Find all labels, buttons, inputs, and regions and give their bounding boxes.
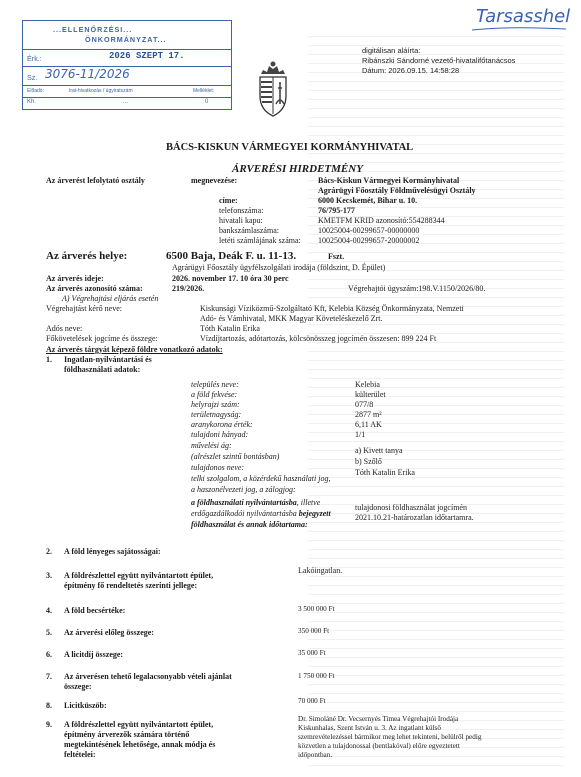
viewing-text-line: Kiskunhalas, Szent István u. 3. Az ingatlant külső [298, 724, 441, 732]
claims-label: Főkövetelések jogcíme és összege: [46, 334, 158, 343]
viewing-text-line: Dr. Simoláné Dr. Vecsernyés Timea Végrehajtói Irodája [298, 715, 459, 723]
org-deposit-value: 10025004-00299657-20000002 [318, 236, 420, 245]
registration-stamp [22, 20, 232, 110]
viewing-text-line: közvetlen a tulajdonossal (bentlakóval) előre egyeztetett [298, 742, 460, 750]
stamp-col2: Irat-hivatkozás / ügyiratszám [69, 88, 133, 94]
field-label: aranykorona érték: [191, 420, 253, 429]
org-gate-label: hivatali kapu: [219, 216, 263, 225]
field-label: művelési ág: [191, 441, 232, 450]
stamp-line2: ÖNKORMÁNYZAT... [85, 35, 167, 44]
item-title-cont: összege: [64, 682, 92, 691]
field-value: 077/8 [355, 400, 374, 409]
item-title: Az árverésen tehető legalacsonyabb vételi ajánlat [64, 672, 232, 681]
item-number: 2. [46, 547, 52, 556]
org-addr-label: címe: [219, 196, 238, 205]
coat-of-arms-icon [256, 60, 290, 118]
org-gate-value: KMETFM KRID azonosító:554288344 [318, 216, 445, 225]
item-value: 350 000 Ft [298, 627, 330, 635]
register-value1: tulajdonosi földhasználat jogcímén [355, 503, 467, 512]
venue-label: Az árverés helye: [46, 250, 128, 262]
item-title: A föld becsértéke: [64, 606, 126, 615]
field-value: külterület [355, 390, 386, 399]
item-title-cont: építmény fő rendeltetés szerinti jellege: [64, 581, 198, 590]
stamp-szam-label: Sz. [27, 73, 38, 82]
item-title: A földrészlettel együtt nyilvántartott épület, [64, 720, 214, 729]
easement-line2: a haszonélvezeti jog, a zálogjog: [191, 485, 296, 494]
doc-title: ÁRVERÉSI HIRDETMÉNY [232, 163, 363, 175]
signature-line2: Ribánszki Sándorné vezető-hivatalifőtanácsos [362, 56, 516, 65]
section1-title1: Ingatlan-nyilvántartási és [64, 355, 152, 364]
signature-line1: digitálisan aláírta: [362, 46, 421, 55]
venue-address: 6500 Baja, Deák F. u. 11-13. [166, 250, 297, 262]
requester-value2: Adó- és Vámhivatal, MKK Magyar Követeléskezelő Zrt. [200, 314, 383, 323]
item-title: A licitdíj összege: [64, 650, 124, 659]
item-number: 3. [46, 571, 52, 580]
item-title-cont: feltételei: [64, 750, 96, 759]
stamp-col3: Melléklet: [193, 88, 215, 94]
item-number: 9. [46, 720, 52, 729]
viewing-text-line: szemrevételezéssel bármikor meg lehet tekinteni, belülről pedig [298, 733, 482, 741]
org-bank-value: 10025004-00299657-00000000 [318, 226, 420, 235]
org-deposit-label: letéti számlájának száma: [219, 236, 301, 245]
auction-id-value: 219/2026. [172, 284, 205, 293]
field-value: Tóth Katalin Erika [355, 468, 415, 477]
item-title: Az árverési előleg összege: [64, 628, 154, 637]
field-value: 2877 m² [355, 410, 382, 419]
field-value: 1/1 [355, 430, 366, 439]
org-name-label: megnevezése: [191, 176, 238, 185]
field-label: a föld fekvése: [191, 390, 238, 399]
auction-date-value: 2026. november 17. 10 óra 30 perc [172, 274, 289, 283]
org-label: Az árverést lefolytató osztály [46, 176, 145, 185]
item-title: A földrészlettel együtt nyilvántartott épület, [64, 571, 214, 580]
handwritten-note: Tarsasshel [476, 6, 571, 27]
item-number: 6. [46, 650, 52, 659]
office-title: BÁCS-KISKUN VÁRMEGYEI KORMÁNYHIVATAL [166, 142, 414, 153]
debtor-value: Tóth Katalin Erika [200, 324, 260, 333]
auction-exec-ref: Végrehajtói ügyszám:198.V.1150/2026/80. [348, 284, 486, 293]
debtor-label: Adós neve: [46, 324, 83, 333]
org-addr-value: 6000 Kecskemét, Bihar u. 10. [318, 196, 418, 205]
claims-value: Vízdíjtartozás, adótartozás, kölcsönösszeg jogcímén összesen: 899 224 Ft [200, 334, 437, 343]
stamp-bottom-mid: ... [123, 99, 129, 105]
stamp-erk-label: Érk.: [27, 54, 42, 63]
register-line2: erdőgazdálkodói nyilvántartásba bejegyzett [191, 509, 331, 518]
item-number: 7. [46, 672, 52, 681]
stamp-bottom-left: Kh. [27, 99, 37, 105]
signature-line3: Dátum: 2026.09.15. 14:58:28 [362, 66, 460, 75]
venue-line2: Agrárügyi Főosztály ügyfélszolgálati irodája (földszint, D. Épület) [172, 263, 386, 272]
handwriting-underline [470, 24, 570, 34]
requester-label: Végrehajtást kérő neve: [46, 304, 122, 313]
stamp-handwritten-number: 3076-11/2026 [45, 67, 130, 81]
viewing-text-line: időpontban. [298, 751, 333, 759]
stamp-col1: Előadó: [27, 88, 44, 94]
auction-date-label: Az árverés ideje: [46, 274, 104, 283]
item-number: 8. [46, 701, 52, 710]
stamp-line1: ...ELLENŐRZÉSI... [53, 25, 133, 34]
register-line1: a földhasználati nyilvántartásba, illetve [191, 498, 321, 507]
field-label: helyrajzi szám: [191, 400, 240, 409]
item-value: 70 000 Ft [298, 697, 326, 705]
item-value: 3 500 000 Ft [298, 605, 335, 613]
field-label: tulajdonos neve: [191, 463, 245, 472]
auction-id-label: Az árverés azonosító száma: [46, 284, 143, 293]
item-title: Licitküszöb: [64, 701, 107, 710]
stamp-bottom-right: 0 [205, 99, 209, 105]
field-value: Kelebia [355, 380, 380, 389]
register-value2: 2021.10.21-határozatlan időtartamra. [355, 513, 474, 522]
field-label: területnagyság: [191, 410, 242, 419]
land-heading: Az árverés tárgyát képező földre vonatkozó adatok: [46, 345, 223, 354]
field-value: a) Kivett tanya [355, 446, 403, 455]
item-number: 5. [46, 628, 52, 637]
section1-number: 1. [46, 355, 52, 364]
org-phone-label: telefonszáma: [219, 206, 264, 215]
item-title-cont: megtekintésének lehetősége, annak módja és [64, 740, 216, 749]
section1-title2: földhasználati adatok: [64, 365, 141, 374]
field-value: b) Szőlő [355, 457, 382, 466]
field-value: 6,11 AK [355, 420, 382, 429]
org-name-value2: Agrárügyi Főosztály Földművelésügyi Osztály [318, 186, 476, 195]
item-value: 35 000 Ft [298, 649, 326, 657]
register-line3: földhasználat és annak időtartama: [191, 520, 308, 529]
item-title-cont: építmény árverezők számára történő [64, 730, 190, 739]
org-phone-value: 76/795-177 [318, 206, 355, 215]
venue-address-suffix: Fszt. [328, 252, 345, 261]
org-name-value1: Bács-Kiskun Vármegyei Kormányhivatal [318, 176, 460, 185]
field-label: település neve: [191, 380, 239, 389]
field-label: tulajdoni hányad: [191, 430, 249, 439]
field-label: (alrészlet szintű bontásban) [191, 452, 280, 461]
procedure-heading: A) Végrehajtási eljárás esetén [62, 294, 159, 303]
requester-value1: Kiskunsági Víziközmű-Szolgáltató Kft, Kelebia Község Önkormányzata, Nemzeti [200, 304, 464, 313]
org-bank-label: bankszámlaszáma: [219, 226, 279, 235]
item-title: A föld lényeges sajátosságai: [64, 547, 161, 556]
easement-line1: telki szolgalom, a közérdekű használati jog, [191, 474, 331, 483]
item-value: 1 750 000 Ft [298, 672, 335, 680]
item-number: 4. [46, 606, 52, 615]
item-value: Lakóingatlan. [298, 566, 343, 575]
stamp-date: 2026 SZEPT 17. [109, 51, 185, 61]
